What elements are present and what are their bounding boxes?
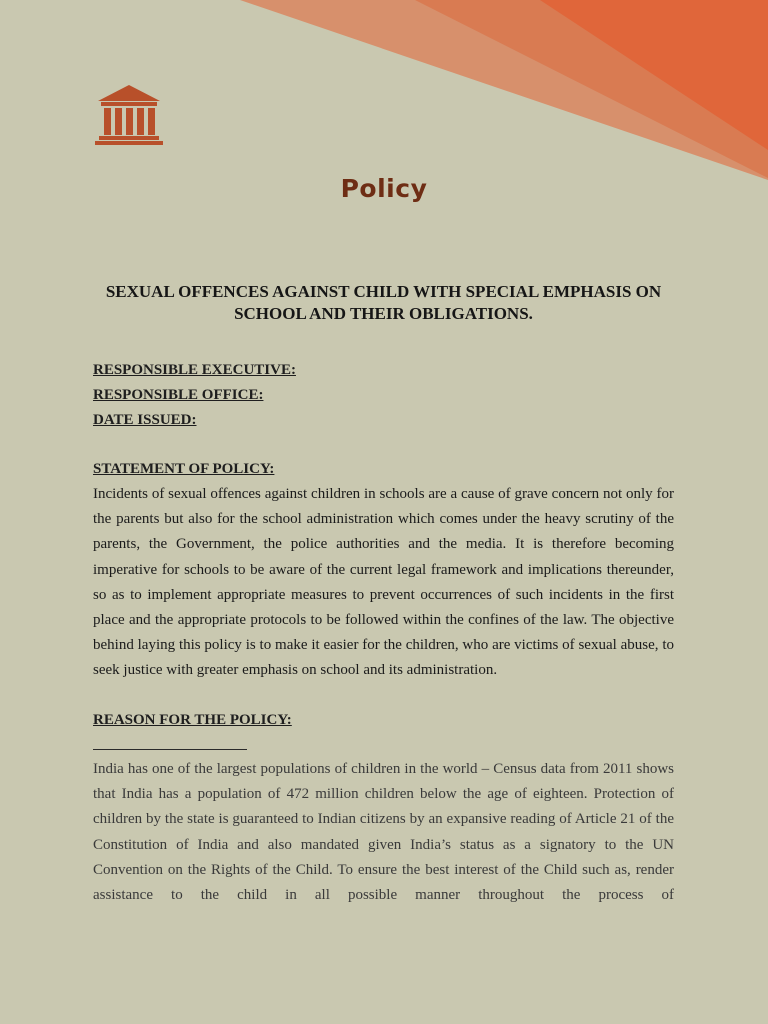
statement-heading: STATEMENT OF POLICY: bbox=[93, 461, 275, 477]
policy-title: SEXUAL OFFENCES AGAINST CHILD WITH SPECIAL EMPHASIS ON SCHOOL AND THEIR OBLIGATIONS. bbox=[105, 282, 662, 323]
statement-body: Incidents of sexual offences against children in schools are a cause of grave concern not only for the parents but also for the school administration which comes under the heavy scrutiny of the parents, the Government, the police authorities and the media. It is therefore becoming imperative for schools to be aware of the current legal framework and implications thereunder, so as to implement appropriate measures to prevent occurrences of such incidents in the first place and the appropriate protocols to be followed within the confines of the law. The objective behind laying this policy is to make it easier for the children, who are victims of sexual abuse, to seek justice with greater emphasis on school and its administration. bbox=[93, 486, 674, 679]
policy-metadata bbox=[93, 358, 674, 433]
date-issued-label: DATE ISSUED: bbox=[93, 412, 197, 428]
reason-heading: REASON FOR THE POLICY: bbox=[93, 712, 292, 728]
responsible-office-label: RESPONSIBLE OFFICE: bbox=[93, 387, 264, 403]
heading-underline-rule bbox=[93, 749, 247, 750]
responsible-executive-label: RESPONSIBLE EXECUTIVE: bbox=[93, 362, 296, 378]
institution-building-icon bbox=[94, 84, 164, 146]
reason-body: India has one of the largest populations of children in the world – Census data from 2011 shows that India has a population of 472 million children below the age of eighteen. Protection of children by the state is guaranteed to Indian citizens by an expansive reading of Article 21 of the Constitution of India and also mandated given India’s status as a signatory to the UN Convention on the Rights of the Child. To ensure the best interest of the Child such as, render assistance to the child in all possible manner throughout the process of bbox=[93, 761, 674, 904]
document-type-title: Policy bbox=[340, 174, 428, 203]
